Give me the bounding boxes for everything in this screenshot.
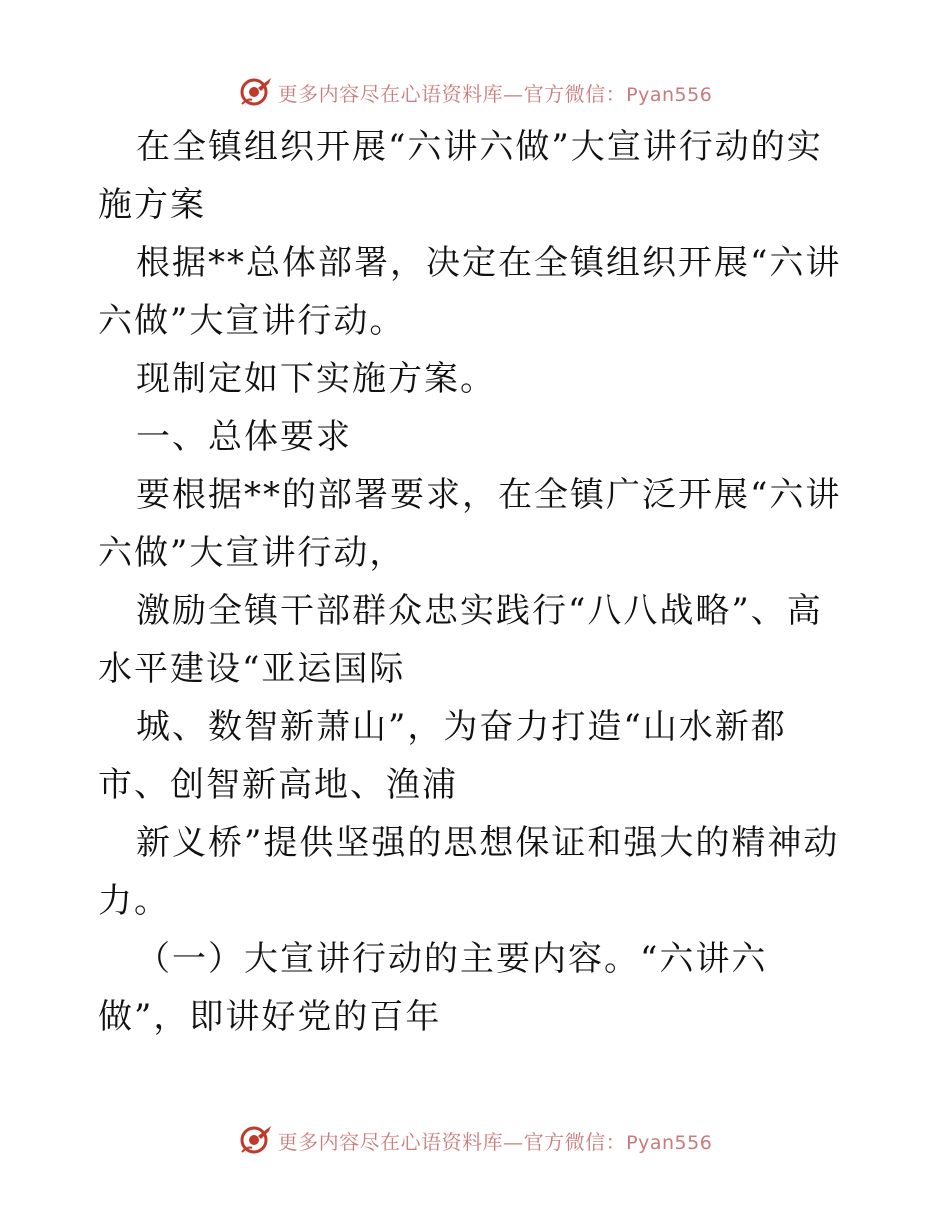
paragraph: 要根据**的部署要求，在全镇广泛开展“六讲六做”大宣讲行动， xyxy=(98,475,842,573)
paragraph: 根据**总体部署，决定在全镇组织开展“六讲六做”大宣讲行动。 xyxy=(98,243,842,341)
subsection-paragraph: （一）大宣讲行动的主要内容。“六讲六做”，即讲好党的百年 xyxy=(98,939,768,1037)
pen-logo-icon xyxy=(238,1122,274,1158)
watermark-text: 更多内容尽在心语资料库—官方微信：Pyan556 xyxy=(277,81,713,106)
header-watermark xyxy=(0,72,950,112)
document-body xyxy=(98,118,858,1046)
document-title: 在全镇组织开展“六讲六做”大宣讲行动的实施方案 xyxy=(98,127,823,225)
paragraph: 现制定如下实施方案。 xyxy=(136,359,496,399)
paragraph: 新义桥”提供坚强的思想保证和强大的精神动力。 xyxy=(98,823,840,921)
paragraph: 激励全镇干部群众忠实践行“八八战略”、高水平建设“亚运国际 xyxy=(98,591,823,689)
pen-logo-icon xyxy=(238,74,274,110)
section-heading: 一、总体要求 xyxy=(136,417,352,457)
footer-watermark xyxy=(0,1120,950,1160)
watermark-text: 更多内容尽在心语资料库—官方微信：Pyan556 xyxy=(277,1129,713,1154)
paragraph: 城、数智新萧山”，为奋力打造“山水新都市、创智新高地、渔浦 xyxy=(98,707,787,805)
